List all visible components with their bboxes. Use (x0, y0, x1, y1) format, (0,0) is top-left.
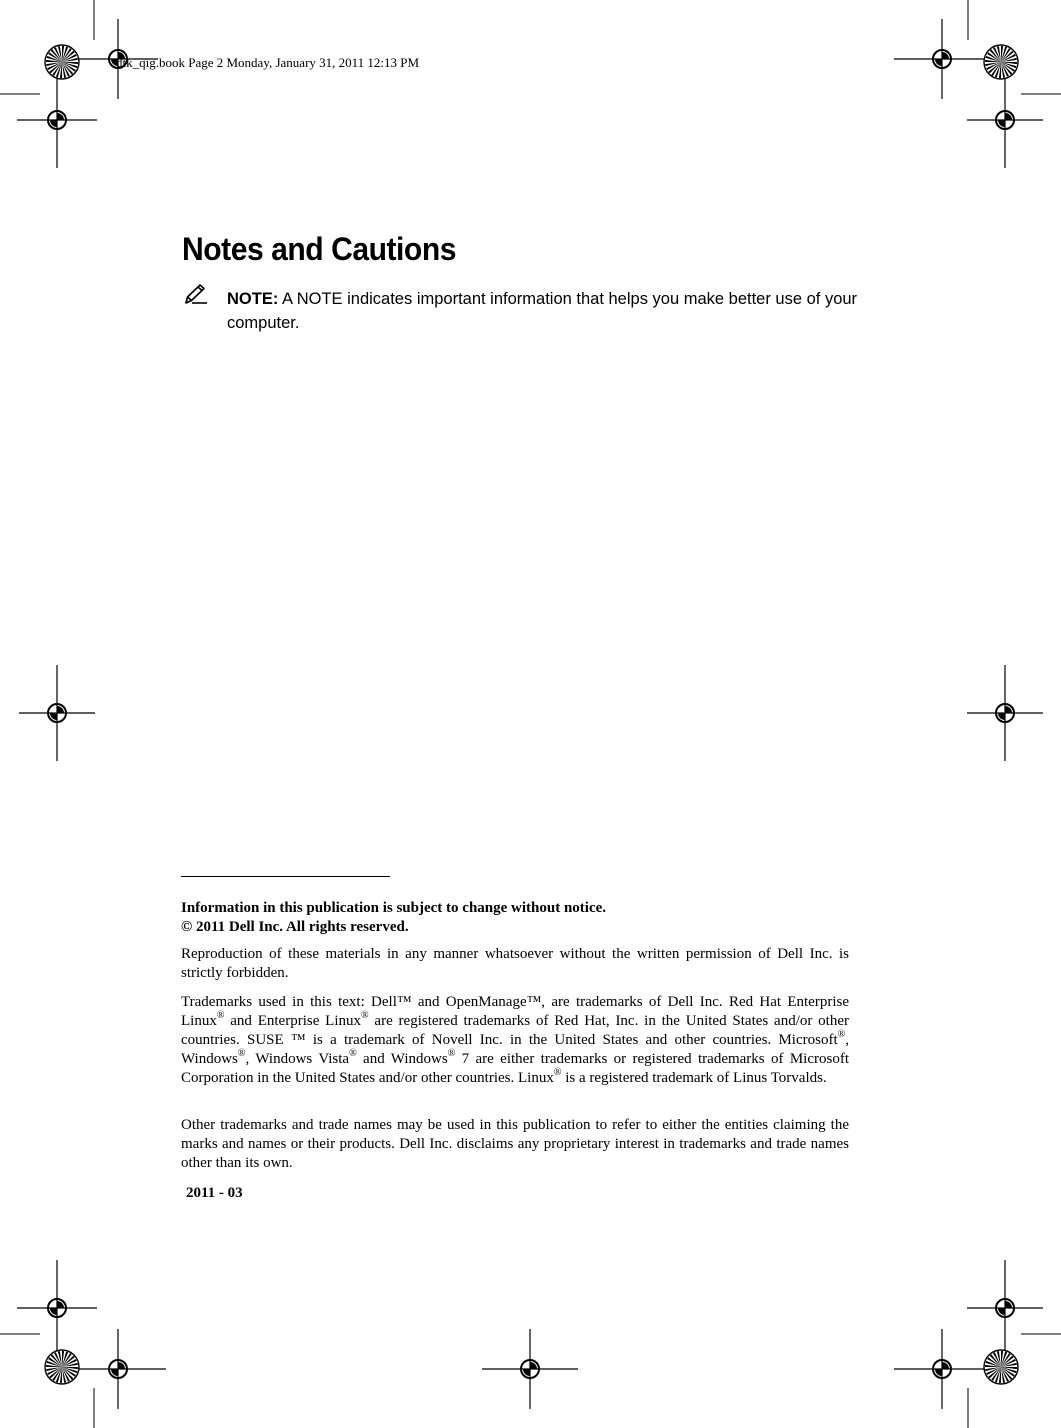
copyright-line: © 2011 Dell Inc. All rights reserved. (181, 919, 409, 935)
footnote-divider (181, 876, 390, 877)
notice-block (181, 899, 849, 937)
pencil-note-icon (183, 283, 215, 305)
change-notice: Information in this publication is subject to change without notice. (181, 900, 607, 916)
trademarks-part: are registered trademarks of Red Hat, Inc. in the United States and/or other countries. SUSE ™ is a trademark of Novell Inc. in the United States and other countries. Microsoft (181, 1013, 849, 1048)
registration-target-fill (50, 113, 64, 127)
note-paragraph (227, 287, 867, 335)
registration-target-fill (523, 1362, 537, 1376)
page-title: Notes and Cautions (182, 231, 456, 267)
slug-line: dtk_qig.book Page 2 Monday, January 31, 2011 12:13 PM (116, 55, 420, 70)
trademarks-part: , Windows Vista (245, 1051, 350, 1067)
registered-mark: ® (447, 1048, 456, 1059)
other-trademarks-text: Other trademarks and trade names may be used in this publication to refer to either the entities claiming the marks and names or their products. Dell Inc. disclaims any proprietary interest in trademarks and trade names other than its own. (181, 1117, 849, 1171)
other-trademarks-block (181, 1116, 849, 1173)
registered-mark: ® (361, 1010, 369, 1021)
trademarks-part: and Enterprise Linux (224, 1013, 362, 1029)
registration-target-fill (935, 52, 949, 66)
trademarks-part: and Windows (356, 1051, 448, 1067)
registration-target-fill (998, 706, 1012, 720)
trademarks-block (181, 993, 849, 1088)
registration-target-fill (935, 1362, 949, 1376)
note-text: A NOTE indicates important information that helps you make better use of your computer. (227, 290, 858, 332)
reproduction-text: Reproduction of these materials in any manner whatsoever without the written permission of Dell Inc. is strictly forbidden. (181, 946, 849, 981)
trademarks-text (181, 993, 849, 1088)
trademarks-part: Trademarks used in this text: Dell™ and OpenManage™, are trademarks of Dell Inc. Red Hat Enterprise Linux (181, 994, 849, 1029)
registration-target-fill (111, 1362, 125, 1376)
registration-target-fill (50, 1301, 64, 1315)
registered-mark: ® (237, 1048, 246, 1059)
reproduction-block (181, 945, 849, 983)
registered-mark: ® (553, 1067, 562, 1078)
registered-mark: ® (216, 1010, 225, 1021)
trademarks-part: 7 are either trademarks or registered trademarks of Microsoft Corporation in the United States and/or other countries. Linux (181, 1051, 850, 1086)
registration-target-fill (998, 1301, 1012, 1315)
trademarks-part: is a registered trademark of Linus Torvalds. (561, 1070, 827, 1086)
registration-target-fill (998, 113, 1012, 127)
registered-mark: ® (837, 1029, 846, 1040)
publication-date: 2011 - 03 (186, 1185, 243, 1201)
registration-target-fill (50, 706, 64, 720)
note-label: NOTE: (227, 290, 279, 308)
trademarks-part: , Windows (181, 1032, 849, 1067)
registered-mark: ® (349, 1048, 357, 1059)
